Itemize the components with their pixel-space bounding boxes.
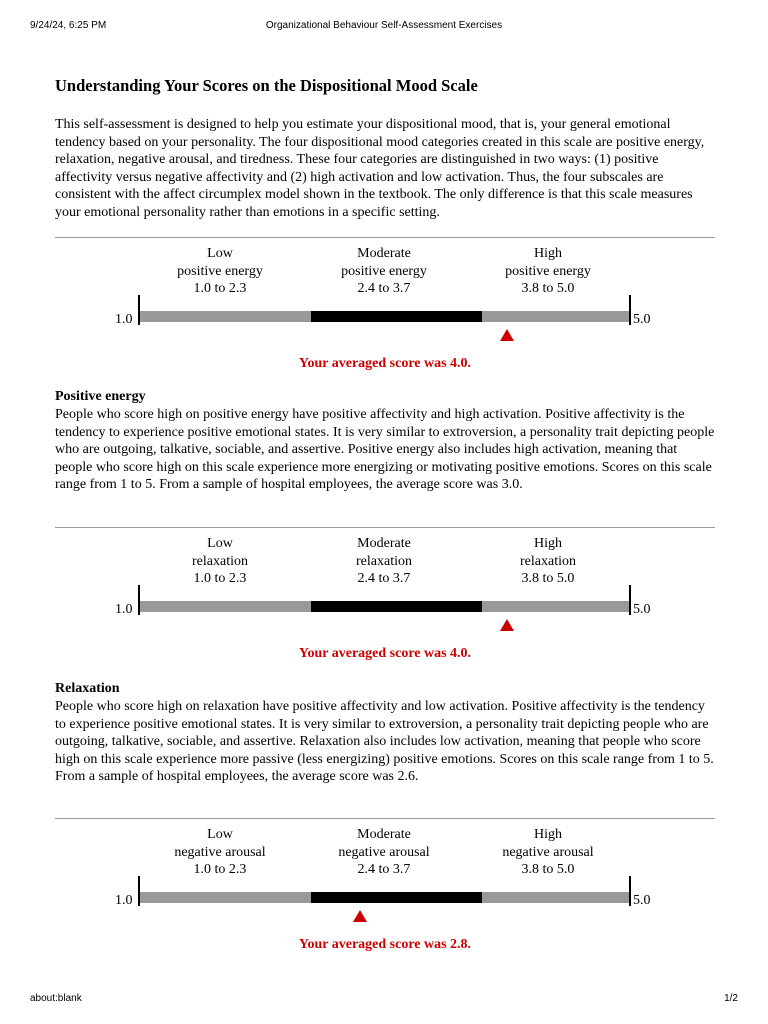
scale-min-label: 1.0 [115,602,133,617]
scale-max-label: 5.0 [633,312,651,327]
moderate-range-label: Moderate positive energy 2.4 to 3.7 [341,246,427,297]
page-title: Understanding Your Scores on the Dispositional Mood Scale [55,76,478,95]
scale-min-label: 1.0 [115,893,133,908]
section-divider [55,818,715,819]
scale-max-label: 5.0 [633,602,651,617]
high-segment [482,311,629,322]
scale-max-tick [629,585,631,615]
moderate-segment [311,892,482,903]
print-datetime: 9/24/24, 6:25 PM [30,20,107,31]
section-divider [55,527,715,528]
low-segment [140,601,311,612]
scale-max-label: 5.0 [633,893,651,908]
low-range-label: Low negative arousal 1.0 to 2.3 [174,827,266,878]
moderate-segment [311,601,482,612]
low-range-label: Low positive energy 1.0 to 2.3 [177,246,263,297]
print-page-number: 1/2 [724,993,738,1004]
score-text: Your averaged score was 2.8. [298,937,472,952]
high-range-label: High positive energy 3.8 to 5.0 [505,246,591,297]
score-text: Your averaged score was 4.0. [298,356,472,371]
moderate-range-label: Moderate negative arousal 2.4 to 3.7 [338,827,430,878]
moderate-segment [311,311,482,322]
score-marker-icon [500,619,514,631]
scale-max-tick [629,295,631,325]
moderate-range-label: Moderate relaxation 2.4 to 3.7 [356,536,412,587]
score-marker-icon [500,329,514,341]
high-segment [482,892,629,903]
low-segment [140,311,311,322]
low-range-label: Low relaxation 1.0 to 2.3 [192,536,248,587]
description-text: People who score high on relaxation have positive affectivity and low activation. Positive affectivity is the tendency to experience positive emotional states. It is very similar to extroversion, a personality trait depicting people who are outgoing, talkative, sociable, and assertive. Relaxation also includes low activation, meaning that people who score high on this scale experience more passive (less energizing) positive emotions. Scores on this scale range from 1 to 5. From a sample of hospital employees, the average score was 2.6. [55,699,714,785]
scale-min-label: 1.0 [115,312,133,327]
description-title: Relaxation [55,681,120,696]
low-segment [140,892,311,903]
high-segment [482,601,629,612]
print-title: Organizational Behaviour Self-Assessment Exercises [265,20,503,31]
description-title: Positive energy [55,389,146,404]
score-text: Your averaged score was 4.0. [298,646,472,661]
print-url: about:blank [30,993,82,1004]
score-marker-icon [353,910,367,922]
scale-max-tick [629,876,631,906]
high-range-label: High negative arousal 3.8 to 5.0 [502,827,594,878]
section-divider [55,237,715,238]
high-range-label: High relaxation 3.8 to 5.0 [520,536,576,587]
description-text: People who score high on positive energy have positive affectivity and high activation. Positive affectivity is the tendency to experience positive emotional states. It is very similar to extroversion, a personality trait depicting people who are outgoing, talkative, sociable, and assertive. Positive energy also includes high activation, meaning that people who score high on this scale experience more energizing or motivating positive emotions. Scores on this scale range from 1 to 5. From a sample of hospital employees, the average score was 3.0. [55,407,715,493]
intro-paragraph: This self-assessment is designed to help you estimate your dispositional mood, that is, your general emotional tendency based on your personality. The four dispositional mood categories created in this scale are positive energy, relaxation, negative arousal, and tiredness. These four categories are distinguished in two ways: (1) positive affectivity versus negative affectivity and (2) high activation and low activation. Thus, the four subscales are consistent with the affect circumplex model shown in the textbook. The only difference is that this scale measures your emotional personality rather than emotions in a specific setting. [55,117,705,220]
